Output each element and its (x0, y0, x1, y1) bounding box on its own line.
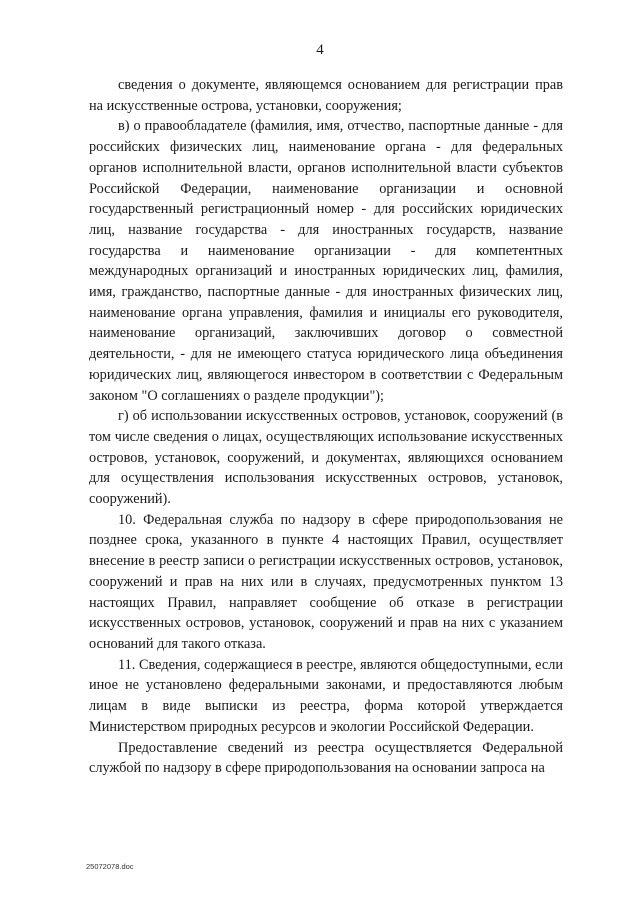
paragraph-item-11: 11. Сведения, содержащиеся в реестре, являются общедоступными, если иное не установлено федеральными законами, и предоставляются любым лицам в виде выписки из реестра, форма которой утверждается Министерством природных ресурсов и экологии Российской Федерации. (89, 656, 563, 735)
paragraph-usage: г) об использовании искусственных островов, установок, сооружений (в том числе сведения о лицах, осуществляющих использование искусственных островов, установок, сооружений, и документах, являющихся основанием для осуществления использования искусственных островов, установок, сооружений). (89, 408, 563, 508)
document-body (89, 75, 563, 779)
page-number: 4 (316, 42, 324, 58)
paragraph-provision: Предоставление сведений из реестра осуществляется Федеральной службой по надзору в сфере природопользования на основании запроса на (89, 739, 563, 777)
paragraph-rights-holder: в) о правообладателе (фамилия, имя, отчество, паспортные данные - для российских физических лиц, наименование органа - для федеральных органов исполнительной власти, органов исполнительной власти субъектов Российской Федерации, наименование организации и основной государственный регистрационный номер - для российских юридических лиц, название государства - для иностранных государств, название государства и наименование организации - для компетентных международных организаций и иностранных юридических лиц, фамилия, имя, гражданство, паспортные данные - для иностранных физических лиц, наименование органа управления, фамилия и инициалы его руководителя, наименование организаций, заключивших договор о совместной деятельности, - для не имеющего статуса юридического лица объединения юридических лиц, являющегося инвестором в соответствии с Федеральным законом "О соглашениях о разделе продукции"); (89, 118, 563, 404)
footer-file-code: 25072078.doc (86, 862, 134, 871)
paragraph-document-basis: сведения о документе, являющемся основанием для регистрации прав на искусственные острова, установки, сооружения; (89, 77, 563, 114)
paragraph-item-10: 10. Федеральная служба по надзору в сфере природопользования не позднее срока, указанного в пункте 4 настоящих Правил, осуществляет внесение в реестр записи о регистрации искусственных островов, установок, сооружений и прав на них или в случаях, предусмотренных пунктом 13 настоящих Правил, направляет сообщение об отказе в регистрации искусственных островов, установок, сооружений и прав на них с указанием оснований для такого отказа. (89, 511, 563, 652)
